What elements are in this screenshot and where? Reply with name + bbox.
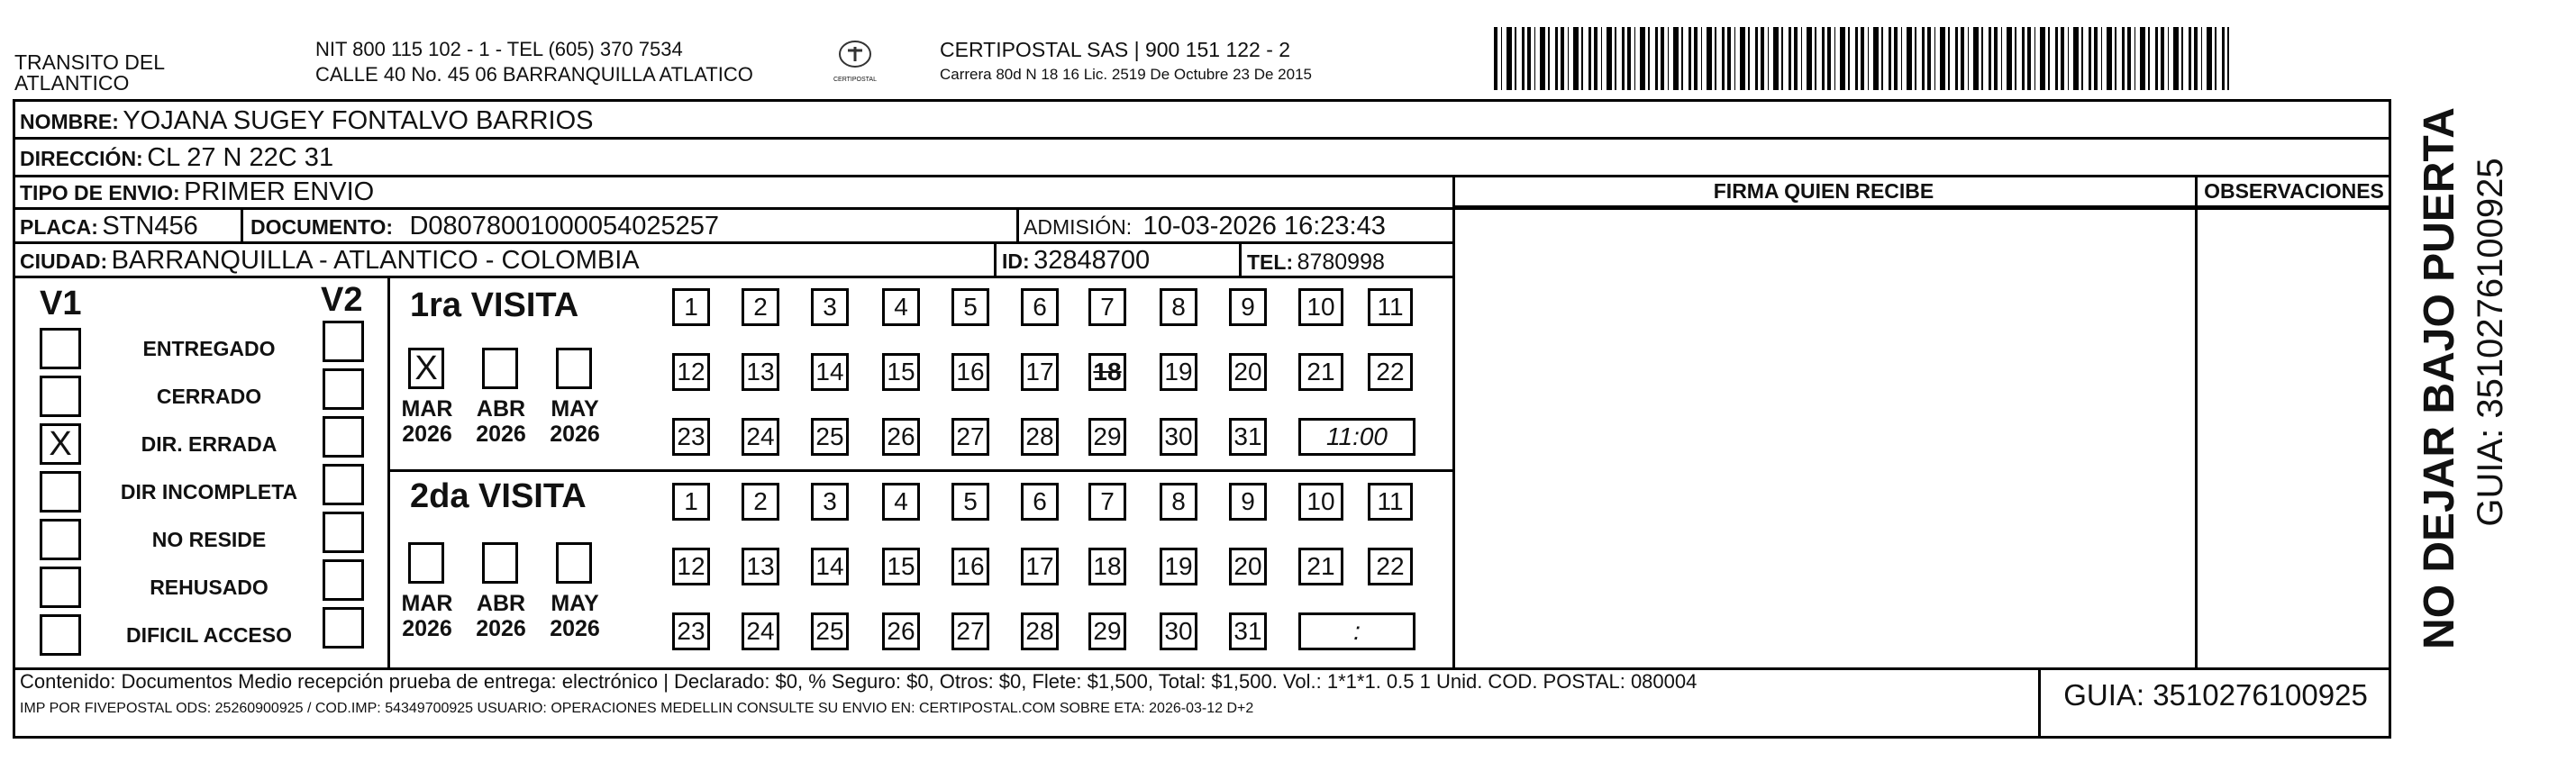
day-box[interactable]: 31: [1229, 612, 1267, 650]
day-box[interactable]: 15: [882, 548, 920, 585]
day-box[interactable]: 17: [1021, 548, 1059, 585]
day-box[interactable]: 12: [672, 548, 710, 585]
tipo-value: PRIMER ENVIO: [184, 177, 375, 206]
day-box[interactable]: 26: [882, 418, 920, 456]
day-box[interactable]: 24: [742, 612, 779, 650]
day-box[interactable]: 4: [882, 483, 920, 521]
footer-imp: IMP POR FIVEPOSTAL ODS: 25260900925 / COD.IMP: 54349700925 USUARIO: OPERACIONES MEDELLIN CONSULTE SU ENVIO EN: CERTIPOSTAL.COM SOBRE ETA: 2026-03-12 D+2: [20, 701, 1254, 716]
day-box[interactable]: 22: [1368, 353, 1413, 391]
day-box[interactable]: 25: [811, 612, 849, 650]
tel-value: 8780998: [1297, 249, 1385, 275]
day-box[interactable]: 3: [811, 483, 849, 521]
day-box[interactable]: 2: [742, 288, 779, 326]
status-label: NO RESIDE: [151, 528, 267, 551]
day-box[interactable]: 12: [672, 353, 710, 391]
day-box[interactable]: 4: [882, 288, 920, 326]
day-box[interactable]: 8: [1160, 483, 1197, 521]
carrier-info: CERTIPOSTAL SAS | 900 151 122 - 2 Carrera 80d N 18 16 Lic. 2519 De Octubre 23 De 2015: [940, 38, 1312, 83]
day-box[interactable]: 16: [951, 353, 989, 391]
logo-icon: [837, 40, 873, 72]
check-mark: X: [414, 349, 438, 387]
v1-checkbox[interactable]: [40, 614, 81, 656]
direccion-row: DIRECCIÓN: CL 27 N 22C 31: [20, 143, 334, 172]
admision-row: ADMISIÓN: 10-03-2026 16:23:43: [1024, 212, 1386, 240]
day-box[interactable]: 10: [1298, 288, 1343, 326]
v1-checkbox[interactable]: [40, 328, 81, 369]
day-box[interactable]: 18: [1088, 548, 1126, 585]
day-box[interactable]: 21: [1298, 353, 1343, 391]
day-box[interactable]: 21: [1298, 548, 1343, 585]
sender-info: NIT 800 115 102 - 1 - TEL (605) 370 7534 CALLE 40 No. 45 06 BARRANQUILLA ATLATICO: [315, 38, 753, 86]
day-box[interactable]: 22: [1368, 548, 1413, 585]
day-box[interactable]: 14: [811, 548, 849, 585]
day-box[interactable]: 29: [1088, 612, 1126, 650]
month-label: MAR 2026: [401, 591, 453, 641]
firma-header: FIRMA QUIEN RECIBE: [1713, 179, 1934, 203]
nombre-value: YOJANA SUGEY FONTALVO BARRIOS: [123, 106, 594, 135]
day-box[interactable]: 5: [951, 288, 989, 326]
ciudad-row: CIUDAD: BARRANQUILLA - ATLANTICO - COLOMBIA: [20, 246, 640, 275]
v2-checkbox[interactable]: [323, 559, 364, 601]
day-box[interactable]: 11: [1368, 288, 1413, 326]
admision-value: 10-03-2026 16:23:43: [1142, 212, 1386, 240]
day-box[interactable]: 23: [672, 418, 710, 456]
footer-guia: GUIA: 3510276100925: [2063, 678, 2368, 712]
footer-contenido: Contenido: Documentos Medio recepción prueba de entrega: electrónico | Declarado: $0, % Seguro: $0, Otros: $0, Flete: $1,500, Total: $1,500. Vol.: 1*1*1. 0.5 1 Unid. COD. POSTAL: 080004: [20, 670, 1698, 693]
id-row: ID: 32848700: [1002, 246, 1151, 275]
month-checkbox[interactable]: [408, 542, 444, 584]
month-checkbox[interactable]: [482, 348, 518, 389]
placa-row: PLACA: STN456: [20, 212, 198, 240]
day-box[interactable]: 3: [811, 288, 849, 326]
time-box[interactable]: 11:00: [1298, 418, 1415, 456]
direccion-value: CL 27 N 22C 31: [147, 143, 334, 172]
day-box[interactable]: 5: [951, 483, 989, 521]
month-label: MAR 2026: [401, 396, 453, 447]
time-box[interactable]: :: [1298, 612, 1415, 650]
day-box[interactable]: 31: [1229, 418, 1267, 456]
day-box[interactable]: 20: [1229, 353, 1267, 391]
day-box[interactable]: 16: [951, 548, 989, 585]
day-box[interactable]: 14: [811, 353, 849, 391]
month-checkbox[interactable]: [482, 542, 518, 584]
day-box[interactable]: 11: [1368, 483, 1413, 521]
firma-area[interactable]: [1458, 211, 2189, 663]
day-box[interactable]: 1: [672, 288, 710, 326]
v1-checkbox[interactable]: [40, 471, 81, 513]
documento-row: DOCUMENTO: D08078001000054025257: [250, 212, 719, 240]
v2-header: V2: [321, 281, 363, 319]
v1-checkbox[interactable]: [40, 567, 81, 608]
day-box[interactable]: 28: [1021, 612, 1059, 650]
month-checkbox[interactable]: [556, 348, 592, 389]
v1-checkbox[interactable]: [40, 519, 81, 560]
day-box[interactable]: 17: [1021, 353, 1059, 391]
day-box[interactable]: 8: [1160, 288, 1197, 326]
status-label: DIR. ERRADA: [141, 432, 278, 456]
status-label: REHUSADO: [150, 576, 269, 599]
day-box[interactable]: 9: [1229, 288, 1267, 326]
day-box[interactable]: 30: [1160, 612, 1197, 650]
nombre-row: NOMBRE: YOJANA SUGEY FONTALVO BARRIOS: [20, 106, 594, 135]
day-box[interactable]: 18: [1088, 353, 1126, 391]
day-box[interactable]: 19: [1160, 548, 1197, 585]
v2-checkbox[interactable]: [323, 464, 364, 505]
month-label: MAY 2026: [550, 591, 600, 641]
month-checkbox[interactable]: [556, 542, 592, 584]
day-box[interactable]: 27: [951, 612, 989, 650]
day-box[interactable]: 7: [1088, 483, 1126, 521]
status-label: CERRADO: [156, 385, 262, 408]
certipostal-logo: CERTIPOSTAL: [833, 40, 878, 92]
day-box[interactable]: 30: [1160, 418, 1197, 456]
day-box[interactable]: 24: [742, 418, 779, 456]
visit2-title: 2da VISITA: [410, 477, 587, 515]
day-box[interactable]: 10: [1298, 483, 1343, 521]
day-box[interactable]: 9: [1229, 483, 1267, 521]
barcode: [1494, 27, 2229, 90]
v2-checkbox[interactable]: [323, 512, 364, 553]
day-box[interactable]: 26: [882, 612, 920, 650]
status-label: DIFICIL ACCESO: [125, 623, 292, 647]
day-box[interactable]: 6: [1021, 288, 1059, 326]
day-box[interactable]: 2: [742, 483, 779, 521]
observaciones-header: OBSERVACIONES: [2204, 179, 2384, 203]
day-box[interactable]: 1: [672, 483, 710, 521]
id-value: 32848700: [1033, 246, 1151, 275]
day-box[interactable]: 27: [951, 418, 989, 456]
month-label: ABR 2026: [476, 591, 526, 641]
placa-value: STN456: [102, 212, 198, 240]
month-checkbox[interactable]: [408, 348, 444, 389]
day-box[interactable]: 28: [1021, 418, 1059, 456]
sender-name: TRANSITO DEL ATLANTICO: [14, 50, 165, 95]
side-guia: GUIA: 3510276100925: [2471, 158, 2510, 527]
day-box[interactable]: 13: [742, 548, 779, 585]
tel-row: TEL: 8780998: [1247, 249, 1385, 275]
month-label: MAY 2026: [550, 396, 600, 447]
v1-header: V1: [40, 285, 82, 322]
month-label: ABR 2026: [476, 396, 526, 447]
day-box[interactable]: 23: [672, 612, 710, 650]
status-label: ENTREGADO: [142, 337, 276, 360]
observaciones-area[interactable]: [2200, 211, 2386, 663]
side-warning: NO DEJAR BAJO PUERTA: [2416, 107, 2463, 649]
status-label: DIR INCOMPLETA: [120, 480, 298, 503]
v2-checkbox[interactable]: [323, 416, 364, 458]
day-box[interactable]: 13: [742, 353, 779, 391]
v2-checkbox[interactable]: [323, 321, 364, 362]
day-box[interactable]: 20: [1229, 548, 1267, 585]
ciudad-value: BARRANQUILLA - ATLANTICO - COLOMBIA: [111, 246, 640, 275]
day-box[interactable]: 7: [1088, 288, 1126, 326]
documento-value: D08078001000054025257: [409, 212, 719, 240]
v2-checkbox[interactable]: [323, 368, 364, 410]
v2-checkbox[interactable]: [323, 607, 364, 649]
day-box[interactable]: 29: [1088, 418, 1126, 456]
tipo-row: TIPO DE ENVIO: PRIMER ENVIO: [20, 177, 375, 206]
visit1-title: 1ra VISITA: [410, 286, 579, 324]
day-box[interactable]: 25: [811, 418, 849, 456]
v1-checkbox[interactable]: [40, 376, 81, 417]
day-box[interactable]: 6: [1021, 483, 1059, 521]
day-box[interactable]: 19: [1160, 353, 1197, 391]
v1-checkbox[interactable]: [40, 423, 81, 465]
day-box[interactable]: 15: [882, 353, 920, 391]
check-mark: X: [49, 425, 72, 463]
